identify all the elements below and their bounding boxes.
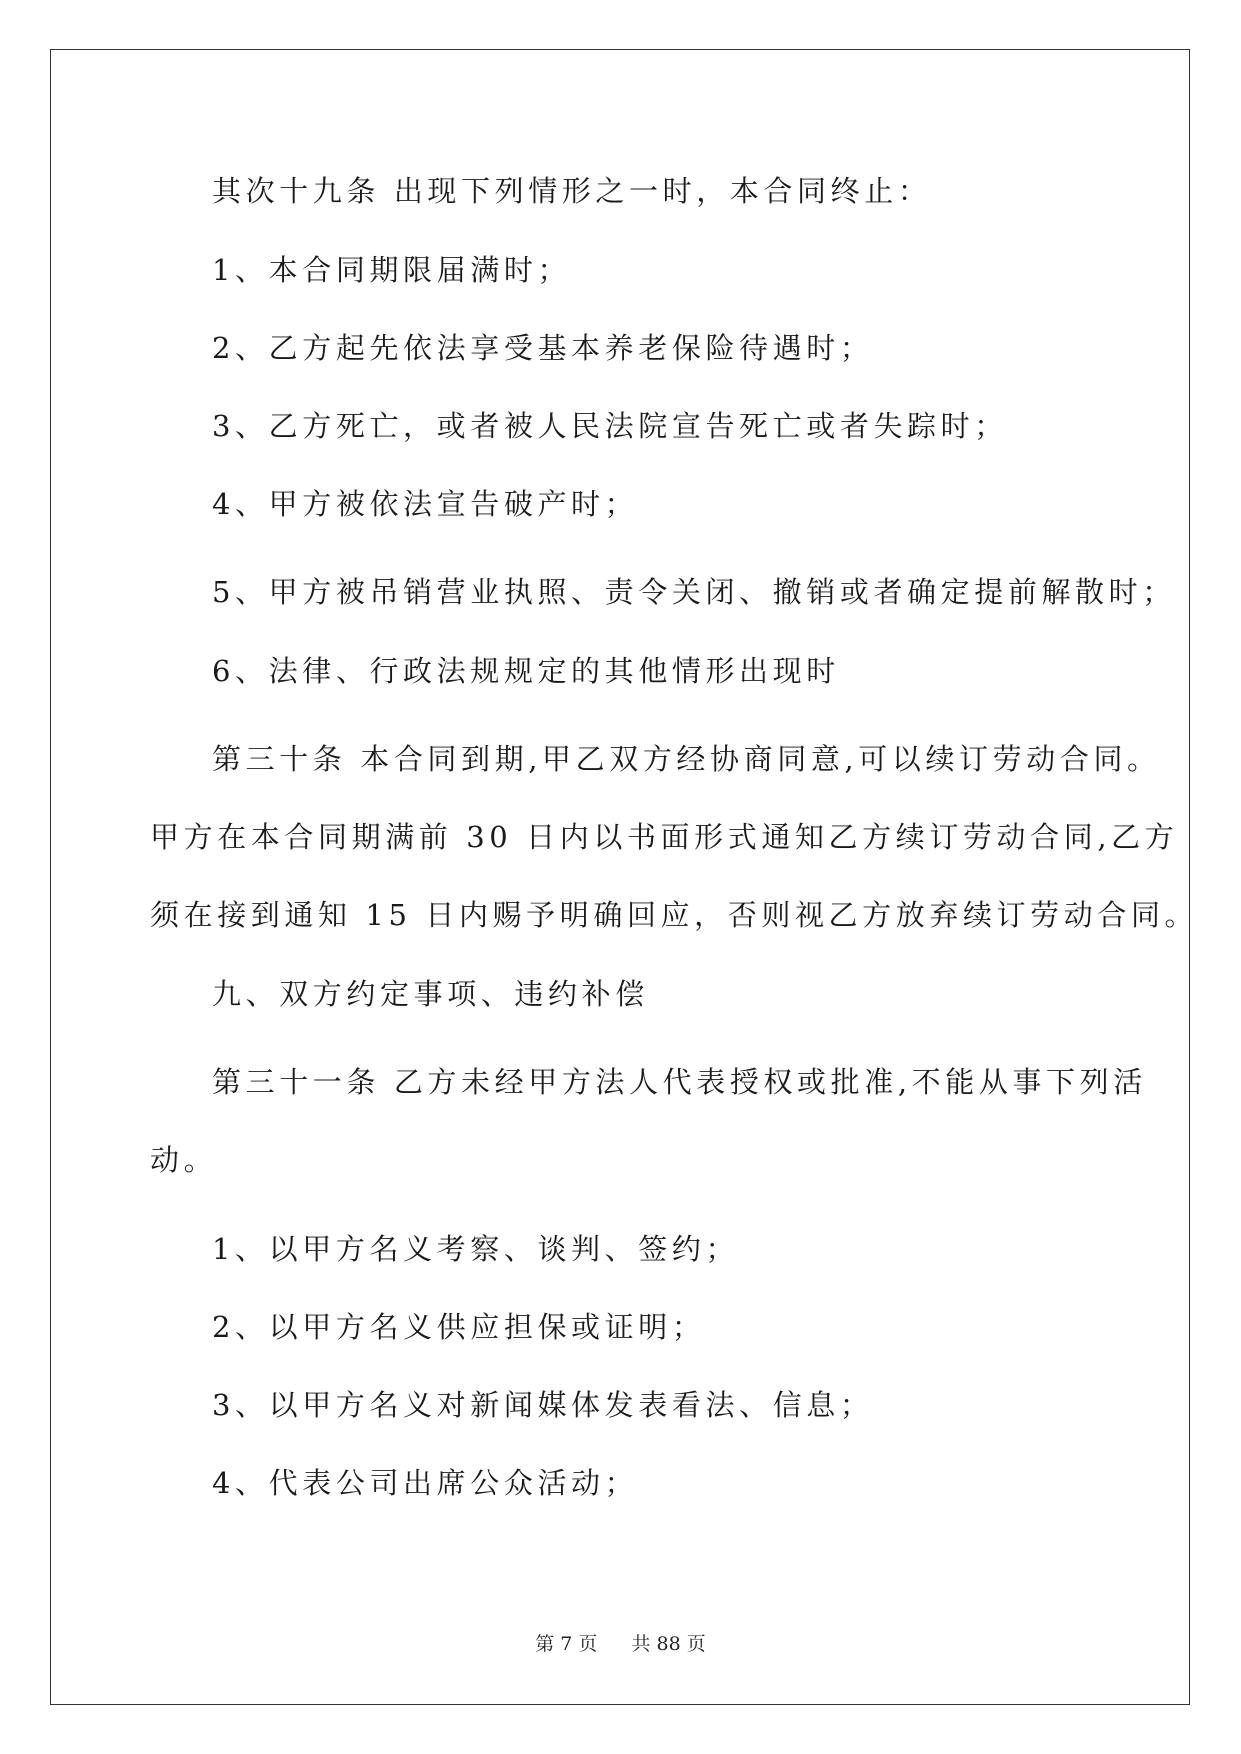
paragraph-line: 1、本合同期限届满时； bbox=[212, 253, 572, 287]
paragraph-line: 2、乙方起先依法享受基本养老保险待遇时； bbox=[212, 331, 874, 365]
page-border bbox=[50, 49, 1190, 1705]
paragraph-line: 2、以甲方名义供应担保或证明； bbox=[212, 1310, 706, 1344]
paragraph-line: 须在接到通知 15 日内赐予明确回应，否则视乙方放弃续订劳动合同。 bbox=[150, 898, 1199, 932]
page-number: 第 7 页 bbox=[535, 1633, 598, 1655]
paragraph-line: 第三十一条 乙方未经甲方法人代表授权或批准,不能从事下列活 bbox=[212, 1065, 1147, 1099]
paragraph-line: 其次十九条 出现下列情形之一时，本合同终止： bbox=[212, 174, 932, 208]
paragraph-line: 4、甲方被依法宣告破产时； bbox=[212, 487, 639, 521]
page-footer bbox=[0, 1629, 1241, 1656]
paragraph-line: 甲方在本合同期满前 30 日内以书面形式通知乙方续订劳动合同,乙方 bbox=[150, 820, 1179, 854]
paragraph-line: 6、法律、行政法规规定的其他情形出现时 bbox=[212, 654, 840, 688]
paragraph-line: 4、代表公司出席公众活动； bbox=[212, 1466, 639, 1500]
total-pages: 共 88 页 bbox=[631, 1633, 706, 1655]
paragraph-line: 1、以甲方名义考察、谈判、签约； bbox=[212, 1232, 740, 1266]
paragraph-line: 九、双方约定事项、违约补偿 bbox=[212, 977, 649, 1011]
paragraph-line: 第三十条 本合同到期,甲乙双方经协商同意,可以续订劳动合同。 bbox=[212, 742, 1161, 776]
paragraph-line: 5、甲方被吊销营业执照、责令关闭、撤销或者确定提前解散时； bbox=[212, 575, 1176, 609]
paragraph-line: 动。 bbox=[150, 1143, 218, 1177]
paragraph-line: 3、以甲方名义对新闻媒体发表看法、信息； bbox=[212, 1388, 874, 1422]
paragraph-line: 3、乙方死亡，或者被人民法院宣告死亡或者失踪时； bbox=[212, 409, 1008, 443]
